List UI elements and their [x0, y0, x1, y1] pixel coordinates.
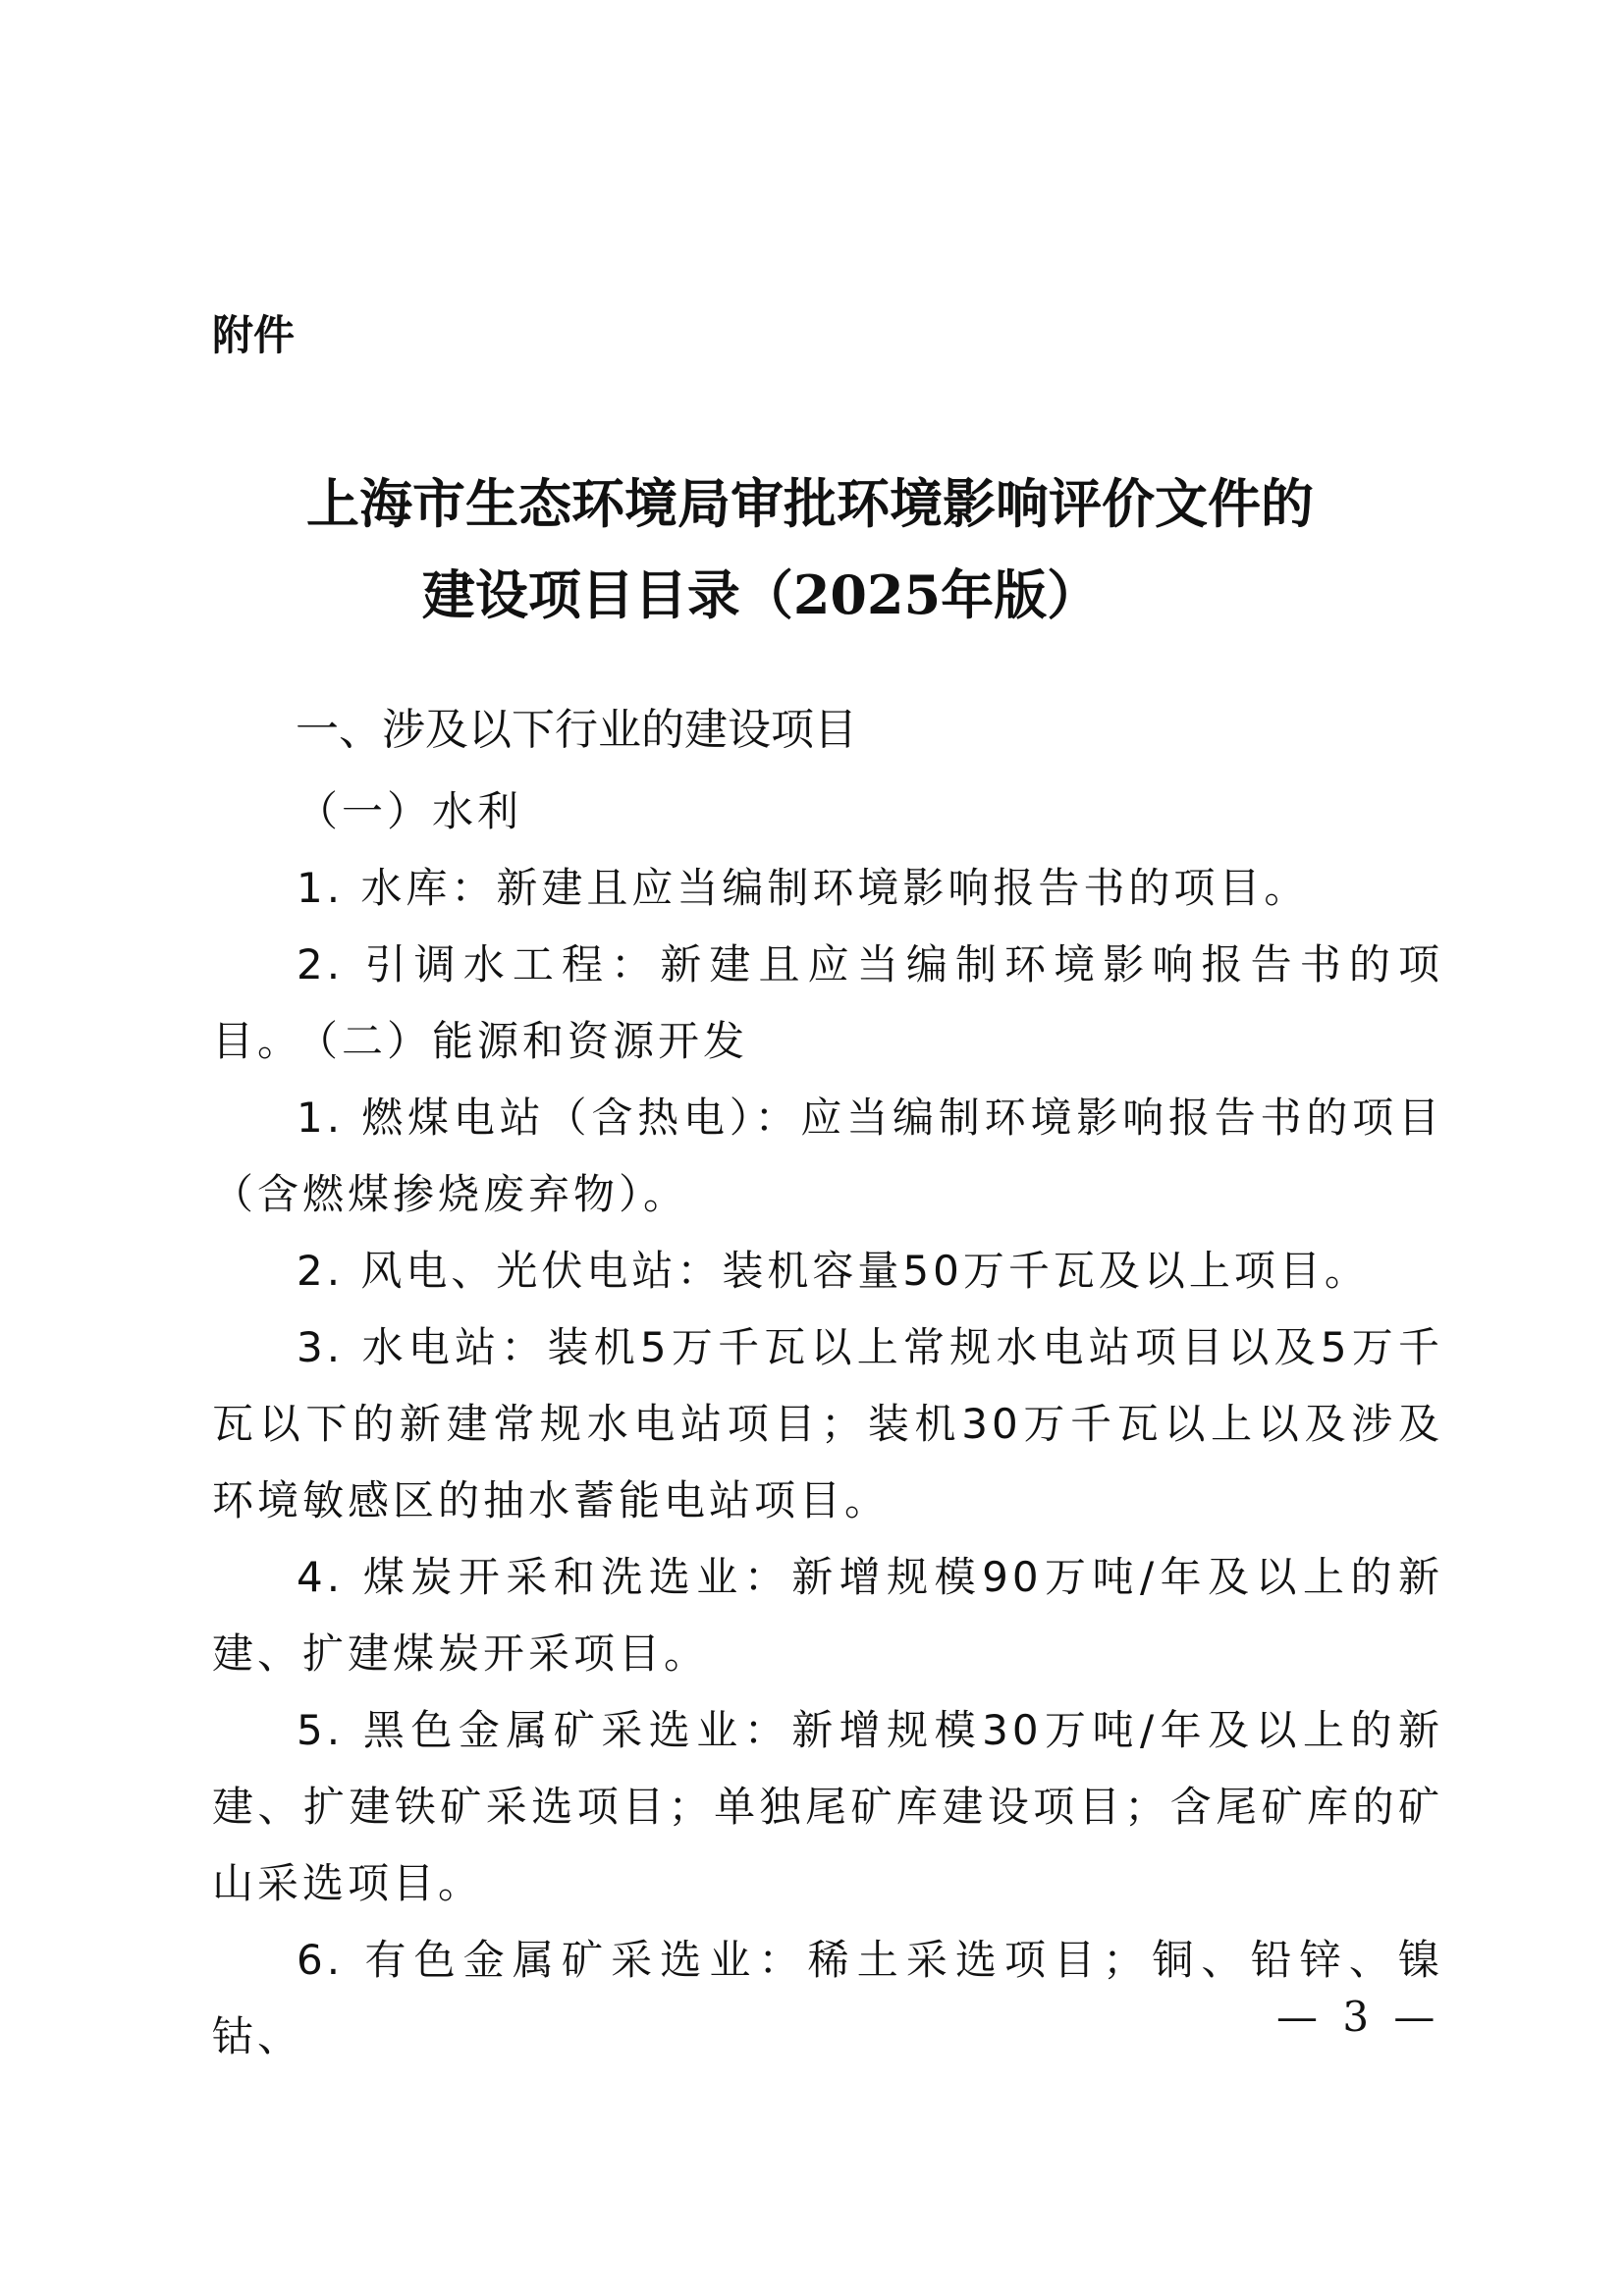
subsection-energy: （二）能源和资源开发	[297, 1017, 749, 1065]
document-title-line-1: 上海市生态环境局审批环境影响评价文件的	[306, 472, 1314, 535]
paragraph-nonferrous-mining: 6. 有色金属矿采选业：稀土采选项目；铜、铅锌、镍钴、	[212, 1936, 1443, 2060]
paragraph-wind-solar: 2. 风电、光伏电站：装机容量50万千瓦及以上项目。	[297, 1247, 1370, 1295]
paragraph-water-diversion: 2. 引调水工程：新建且应当编制环境影响报告书的项目。	[212, 940, 1443, 1065]
subsection-water: （一）水利	[297, 787, 523, 835]
page-number: — 3 —	[1276, 1993, 1441, 2041]
paragraph-reservoir: 1. 水库：新建且应当编制环境影响报告书的项目。	[297, 864, 1310, 912]
document-title-line-2: 建设项目目录（2025年版）	[421, 563, 1101, 626]
attachment-label: 附件	[212, 311, 296, 359]
paragraph-hydropower: 3. 水电站：装机5万千瓦以上常规水电站项目以及5万千瓦以下的新建常规水电站项目；装机30万千瓦以上以及涉及环境敏感区的抽水蓄能电站项目。	[212, 1323, 1443, 1524]
paragraph-coal-power: 1. 燃煤电站（含热电）：应当编制环境影响报告书的项目（含燃煤掺烧废弃物）。	[212, 1094, 1443, 1218]
section-heading: 一、涉及以下行业的建设项目	[296, 705, 857, 755]
paragraph-coal-mining: 4. 煤炭开采和洗选业：新增规模90万吨/年及以上的新建、扩建煤炭开采项目。	[212, 1553, 1443, 1678]
paragraph-ferrous-mining: 5. 黑色金属矿采选业：新增规模30万吨/年及以上的新建、扩建铁矿采选项目；单独尾矿库建设项目；含尾矿库的矿山采选项目。	[212, 1706, 1443, 1907]
